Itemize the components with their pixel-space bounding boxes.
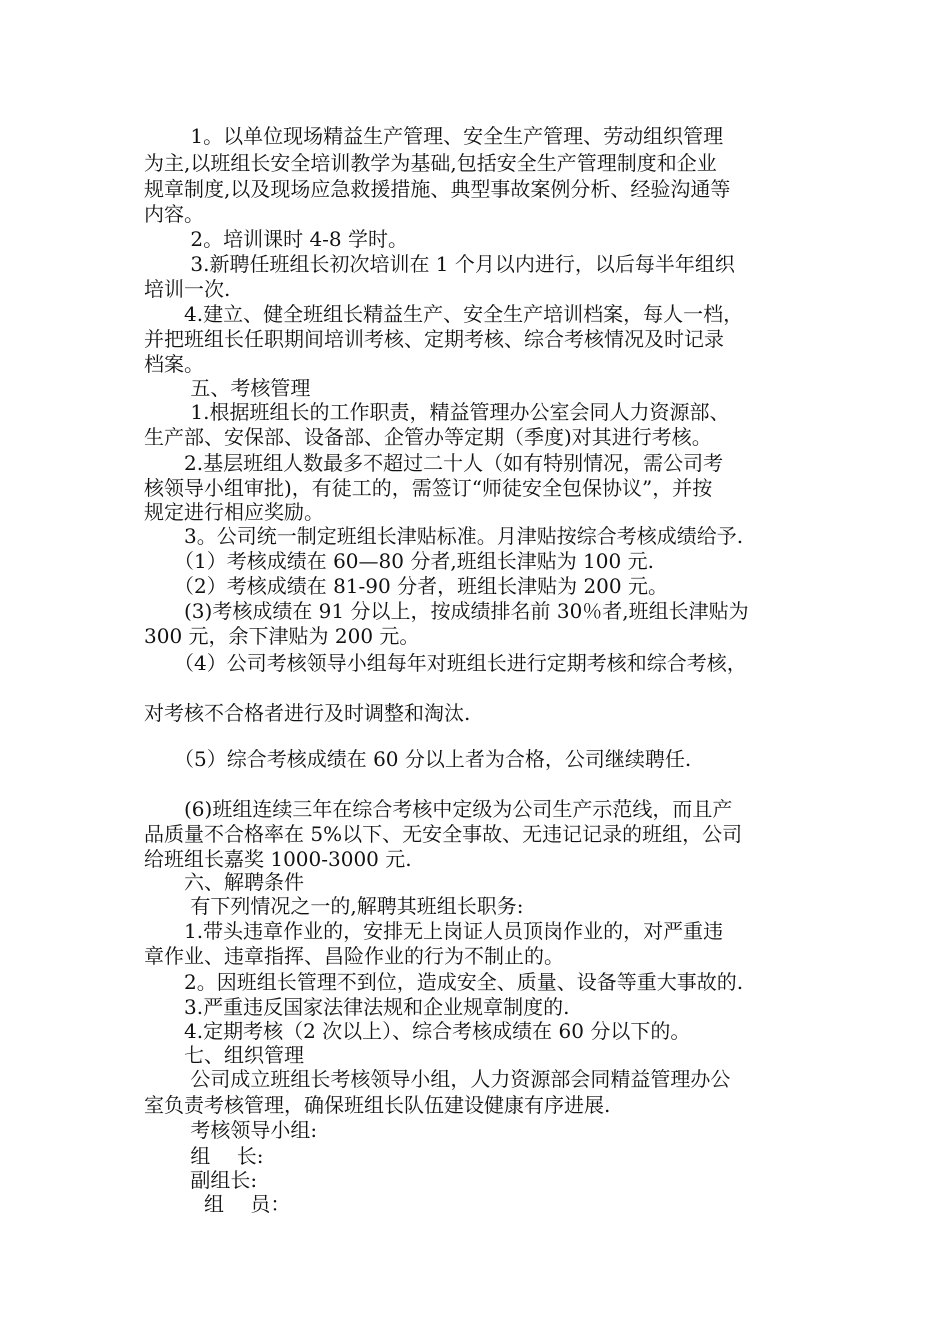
text-line: 生产部、安保部、设备部、企管办等定期（季度)对其进行考核。 bbox=[144, 425, 712, 449]
text-line: 2。培训课时 4-8 学时。 bbox=[144, 227, 409, 251]
text-line: 规定进行相应奖励。 bbox=[144, 500, 324, 524]
text-line: 3.严重违反国家法律法规和企业规章制度的. bbox=[144, 995, 570, 1019]
text-line: （2）考核成绩在 81-90 分者，班组长津贴为 200 元。 bbox=[144, 574, 668, 598]
section-heading: 五、考核管理 bbox=[144, 376, 311, 400]
text-line: （4）公司考核领导小组每年对班组长进行定期考核和综合考核， bbox=[144, 651, 747, 675]
text-line: 2。因班组长管理不到位，造成安全、质量、设备等重大事故的. bbox=[144, 970, 744, 994]
text-line: 1.根据班组长的工作职责，精益管理办公室会同人力资源部、 bbox=[144, 400, 730, 424]
text-line: (3)考核成绩在 91 分以上，按成绩排名前 30％者,班组长津贴为 bbox=[144, 599, 749, 623]
text-line: 1.带头违章作业的，安排无上岗证人员顶岗作业的，对严重违 bbox=[144, 919, 724, 943]
text-line: 室负责考核管理，确保班组长队伍建设健康有序进展. bbox=[144, 1093, 611, 1117]
text-line: 培训一次. bbox=[144, 277, 231, 301]
text-line: (6)班组连续三年在综合考核中定级为公司生产示范线，而且产 bbox=[144, 797, 733, 821]
text-line: 副组长: bbox=[144, 1168, 258, 1192]
text-line: 核领导小组审批)，有徒工的，需签订“师徒安全包保协议”，并按 bbox=[144, 476, 713, 500]
text-line: 3。公司统一制定班组长津贴标准。月津贴按综合考核成绩给予. bbox=[144, 524, 744, 548]
text-line: 有下列情况之一的,解聘其班组长职务: bbox=[144, 894, 524, 918]
text-line: 规章制度,以及现场应急救援措施、典型事故案例分析、经验沟通等 bbox=[144, 177, 731, 201]
text-line: 组 员： bbox=[144, 1192, 291, 1216]
text-line: 考核领导小组: bbox=[144, 1118, 318, 1142]
text-line: 并把班组长任职期间培训考核、定期考核、综合考核情况及时记录 bbox=[144, 327, 724, 351]
text-line: 内容。 bbox=[144, 202, 204, 226]
text-line: 章作业、违章指挥、昌险作业的行为不制止的。 bbox=[144, 944, 564, 968]
text-line: （5）综合考核成绩在 60 分以上者为合格，公司继续聘任. bbox=[144, 747, 692, 771]
section-heading: 六、解聘条件 bbox=[144, 870, 304, 894]
text-line: 4.定期考核（2 次以上）、综合考核成绩在 60 分以下的。 bbox=[144, 1019, 691, 1043]
text-line: 为主,以班组长安全培训教学为基础,包括安全生产管理制度和企业 bbox=[144, 151, 717, 175]
text-line: 组 长: bbox=[144, 1144, 264, 1168]
text-line: 公司成立班组长考核领导小组，人力资源部会同精益管理办公 bbox=[144, 1067, 731, 1091]
text-line: 档案。 bbox=[144, 352, 204, 376]
text-line: （1）考核成绩在 60—80 分者,班组长津贴为 100 元. bbox=[144, 549, 654, 573]
text-line: 品质量不合格率在 5%以下、无安全事故、无违记记录的班组，公司 bbox=[144, 822, 743, 846]
text-line: 300 元，余下津贴为 200 元。 bbox=[144, 624, 420, 648]
text-line: 2.基层班组人数最多不超过二十人（如有特别情况，需公司考 bbox=[144, 451, 724, 475]
text-line: 1。以单位现场精益生产管理、安全生产管理、劳动组织管理 bbox=[144, 124, 724, 148]
text-line: 对考核不合格者进行及时调整和淘汰. bbox=[144, 701, 471, 725]
text-line: 4.建立、健全班组长精益生产、安全生产培训档案，每人一档， bbox=[144, 302, 744, 326]
text-line: 给班组长嘉奖 1000-3000 元. bbox=[144, 847, 412, 871]
text-line: 3.新聘任班组长初次培训在 1 个月以内进行，以后每半年组织 bbox=[144, 252, 735, 276]
section-heading: 七、组织管理 bbox=[144, 1043, 304, 1067]
